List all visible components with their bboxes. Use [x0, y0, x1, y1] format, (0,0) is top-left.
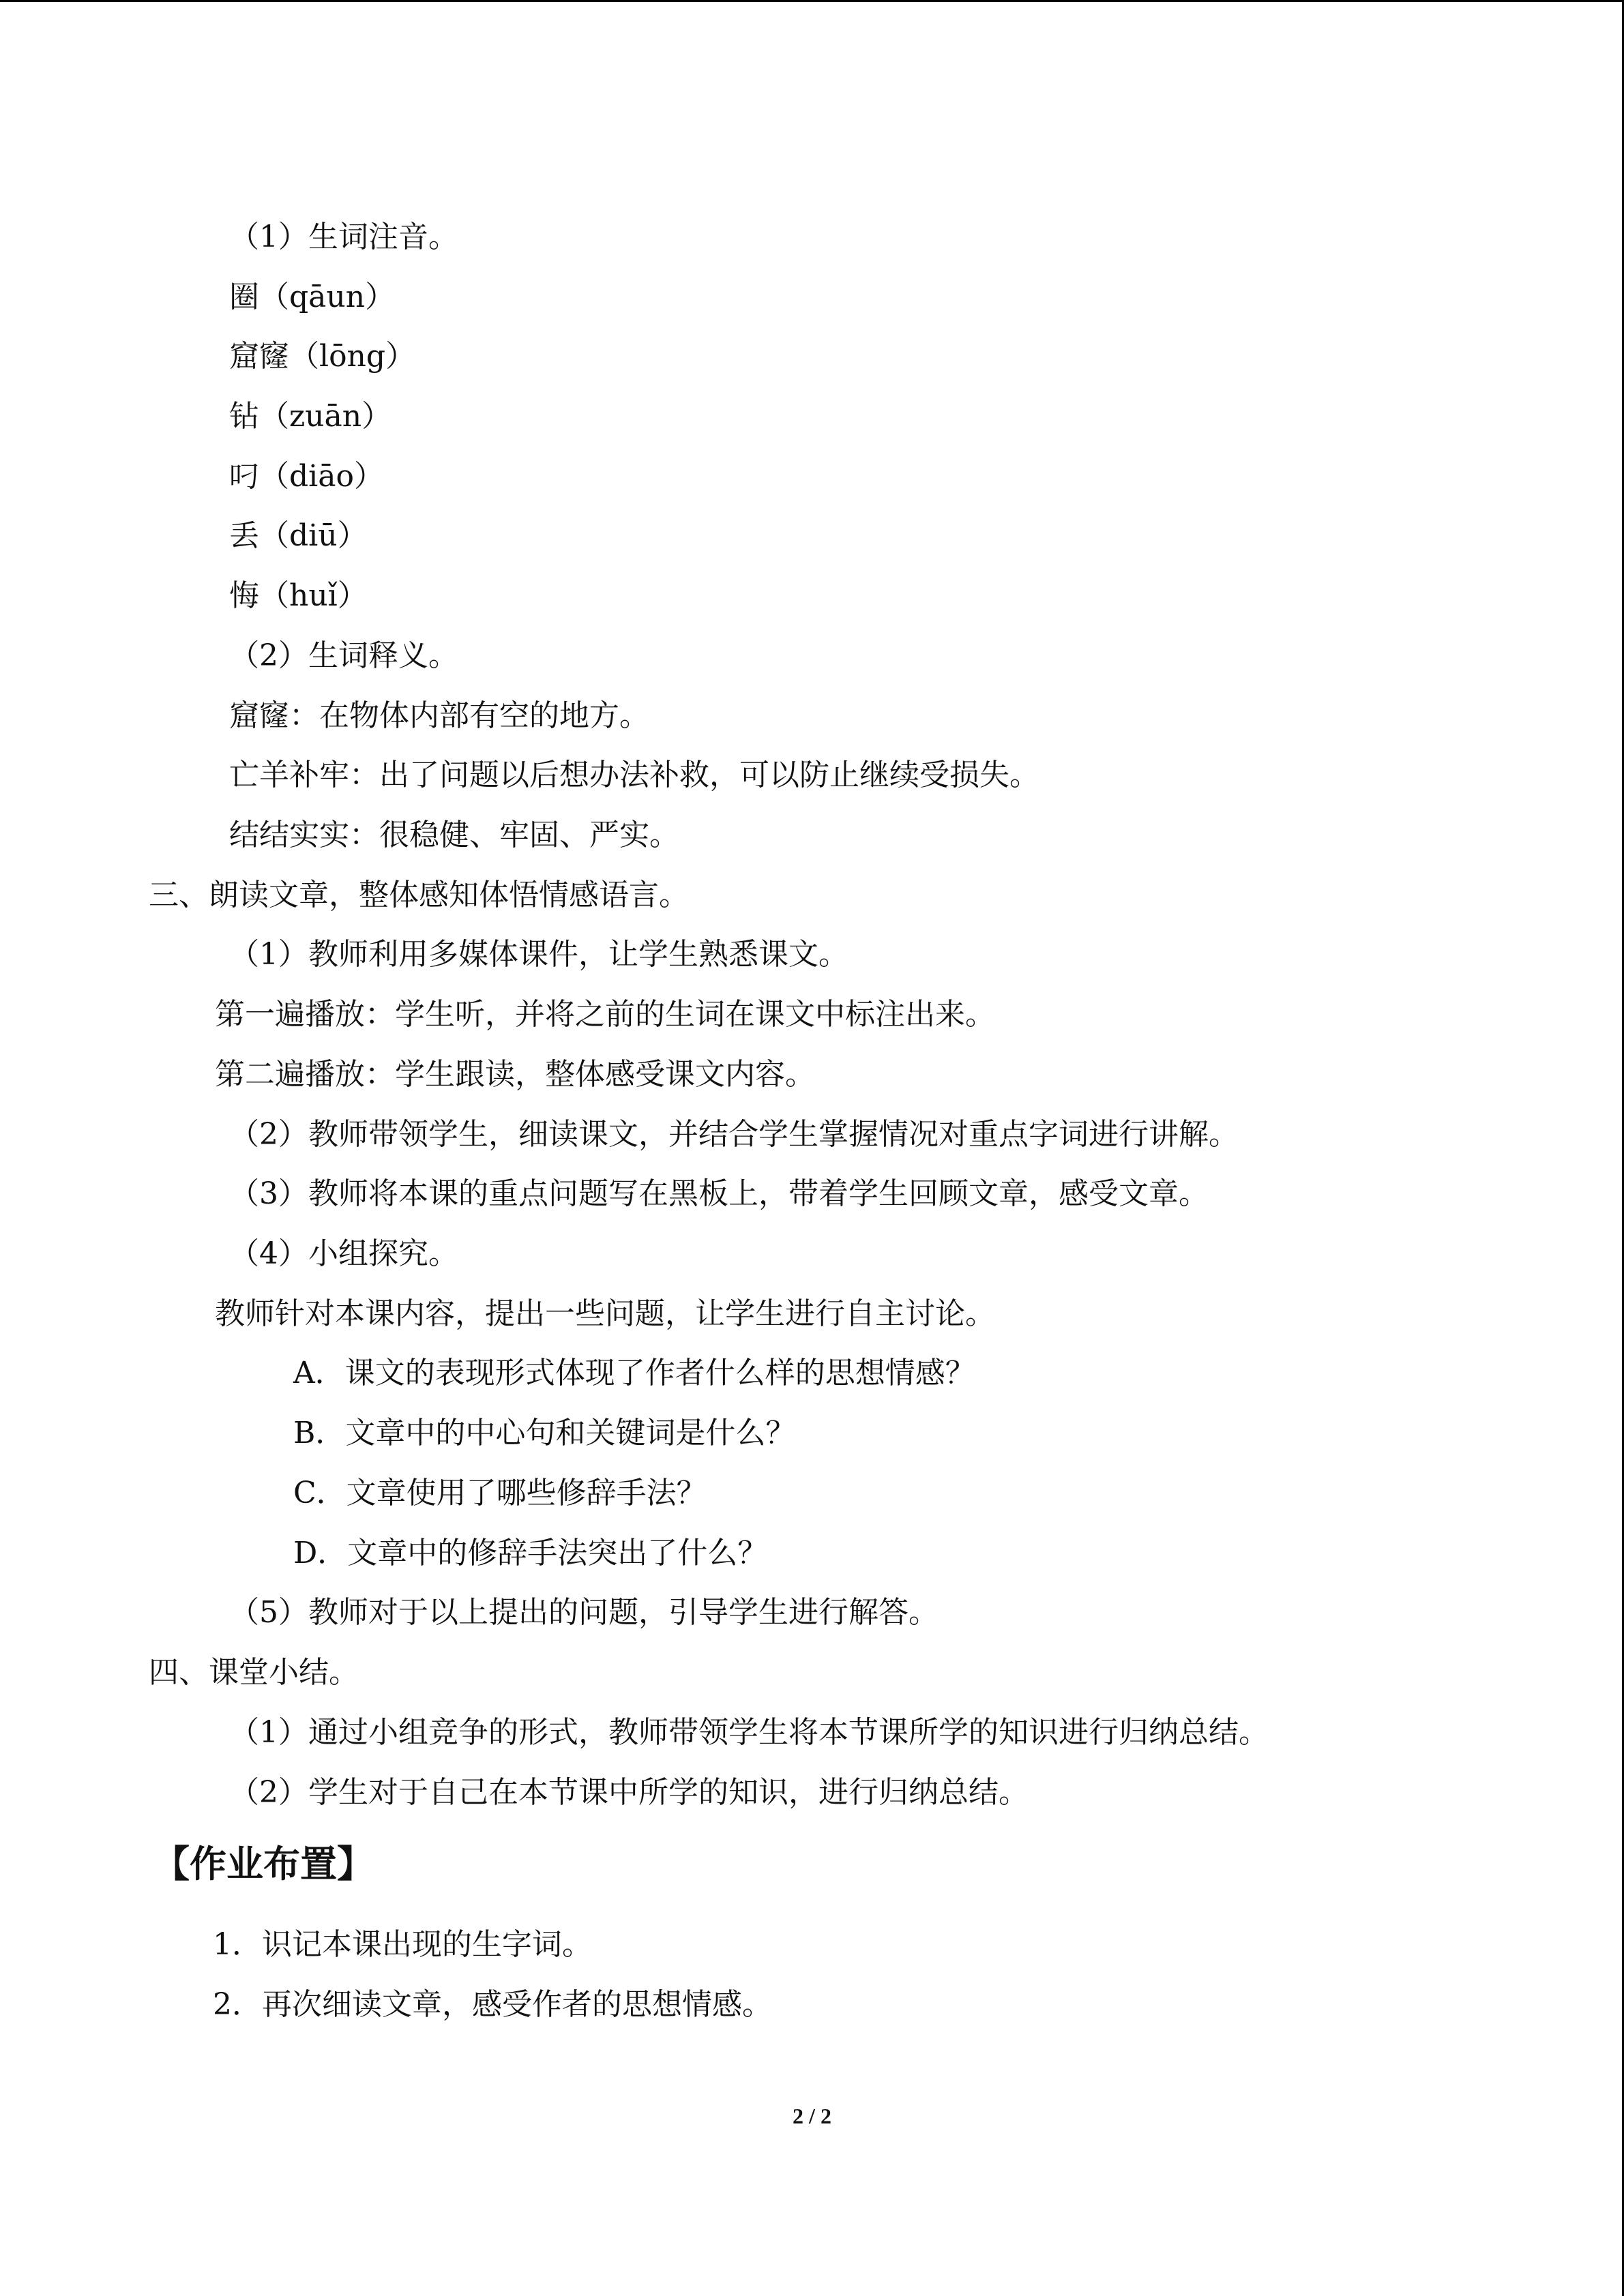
text-line: （4）小组探究。	[229, 1236, 458, 1271]
homework-heading: 【作业布置】	[153, 1843, 374, 1885]
section-heading: 三、朗读文章，整体感知体悟情感语言。	[149, 878, 689, 912]
question-item: C．文章使用了哪些修辞手法？	[293, 1476, 707, 1510]
question-item: D．文章中的修辞手法突出了什么？	[293, 1536, 768, 1570]
page-number: 2 / 2	[793, 2104, 831, 2128]
text-line: 丢（diū）	[229, 518, 368, 553]
text-line: （2）学生对于自己在本节课中所学的知识，进行归纳总结。	[229, 1775, 1029, 1810]
text-line: （2）教师带领学生，细读课文，并结合学生掌握情况对重点字词进行讲解。	[229, 1117, 1239, 1152]
text-line: 悔（huǐ）	[229, 578, 368, 613]
text-line: 钻（zuān）	[229, 399, 392, 434]
text-line: （5）教师对于以上提出的问题，引导学生进行解答。	[229, 1595, 939, 1630]
homework-item: 2．再次细读文章，感受作者的思想情感。	[213, 1987, 772, 2022]
text-line: 窟窿（lōng）	[229, 339, 416, 374]
text-line: 第一遍播放：学生听，并将之前的生词在课文中标注出来。	[215, 997, 995, 1032]
text-line: 教师针对本课内容，提出一些问题，让学生进行自主讨论。	[215, 1296, 995, 1331]
question-item: A．课文的表现形式体现了作者什么样的思想情感？	[293, 1356, 975, 1390]
text-line: （1）通过小组竞争的形式，教师带领学生将本节课所学的知识进行归纳总结。	[229, 1715, 1269, 1750]
question-item: B．文章中的中心句和关键词是什么？	[293, 1416, 796, 1450]
text-line: （3）教师将本课的重点问题写在黑板上，带着学生回顾文章，感受文章。	[229, 1176, 1209, 1211]
text-line: （1）生词注音。	[229, 220, 458, 254]
text-line: 窟窿：在物体内部有空的地方。	[229, 698, 649, 733]
text-line: 圈（qāun）	[229, 280, 396, 314]
homework-item: 1．识记本课出现的生字词。	[213, 1927, 592, 1962]
text-line: 叼（diāo）	[229, 459, 384, 494]
text-line: 第二遍播放：学生跟读，整体感受课文内容。	[215, 1057, 815, 1092]
text-line: 结结实实：很稳健、牢固、严实。	[229, 818, 679, 852]
text-line: （1）教师利用多媒体课件，让学生熟悉课文。	[229, 937, 848, 972]
section-heading: 四、课堂小结。	[149, 1655, 359, 1690]
text-line: 亡羊补牢：出了问题以后想办法补救，可以防止继续受损失。	[229, 758, 1039, 792]
text-line: （2）生词释义。	[229, 638, 458, 673]
